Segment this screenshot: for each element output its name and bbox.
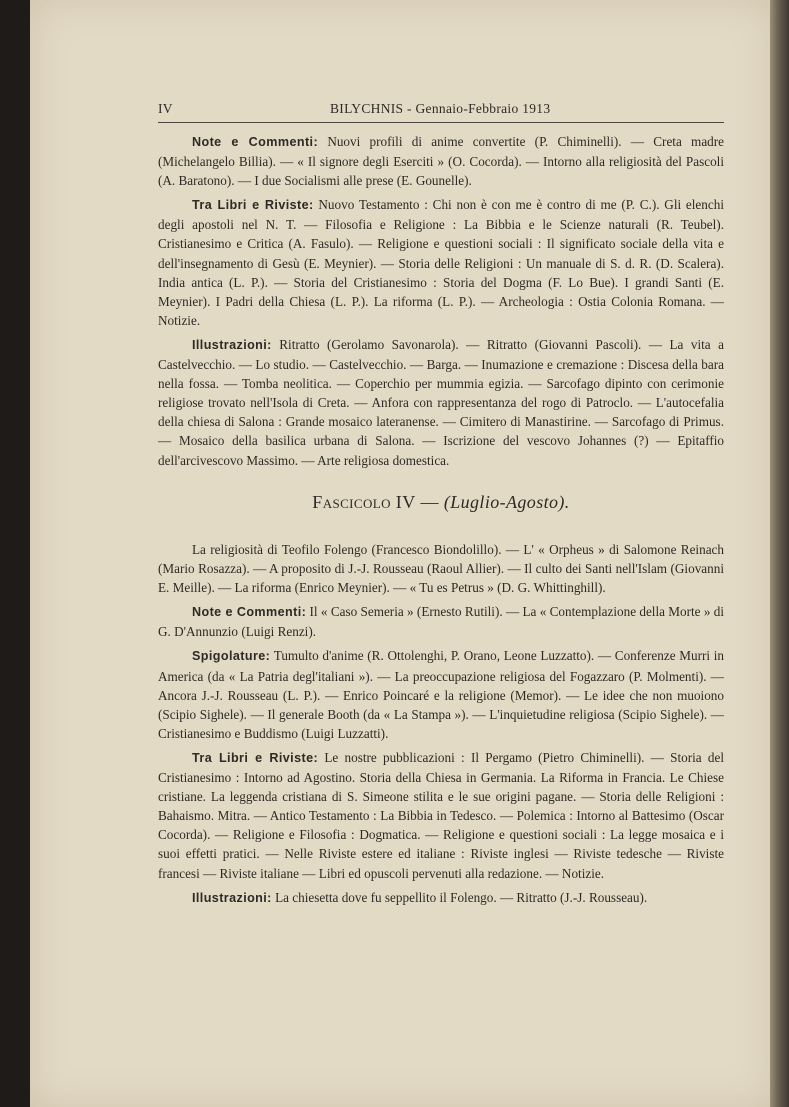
page-fold-shadow bbox=[770, 0, 789, 1107]
section-text: La chiesetta dove fu seppellito il Folengo. — Ritratto (J.-J. Rousseau). bbox=[275, 889, 648, 905]
entry-paragraph bbox=[158, 748, 724, 883]
running-head bbox=[158, 101, 724, 119]
section-text: Le nostre pubblicazioni : Il Pergamo (Pietro Chiminelli). — Storia del Cristianesimo : Intorno ad Agostino. Storia della Chiesa in Germania. La Riforma in Francia. Le Chiese cristiane. La leggenda cristiana di S. Simeone stilita e le sue origini pagane. — Storia delle Religioni : Bahaismo. Mitra. — Antico Testamento : La Bibbia in Tedesco. — Polemica : Intorno al Battesimo (Oscar Cocorda). — Religione e Filosofia : Dogmatica. — Religione e questioni sociali : La legge mosaica e i suoi effetti pratici. — Nelle Riviste estere ed italiane : Riviste inglesi — Riviste tedesche — Riviste francesi — Riviste italiane — Libri ed opuscoli pervenuti alla redazione. — Notizie. bbox=[158, 749, 724, 881]
entry-paragraph bbox=[158, 888, 724, 908]
fascicolo-dash: — bbox=[420, 492, 439, 512]
issue-contents-block bbox=[158, 132, 724, 475]
section-text: Ritratto (Gerolamo Savonarola). — Ritratto (Giovanni Pascoli). — La vita a Castelvecchio. — Lo studio. — Castelvecchio. — Barga. — Inumazione e cremazione : Discesa della bara nella fossa. — Tomba neolitica. — Coperchio per mummia egizia. — Sarcofago dipinto con cerimonie religiose trovato nell'Isola di Creta. — Anfora con rappresentanza del rogo di Patroclo. — L'autocefalia della chiesa di Salona : Grande mosaico lateranense. — Cimitero di Manastirine. — Sarcofago di Primus. — Mosaico della basilica urbana di Salona. — Iscrizione del vescovo Johannes (?) — Epitaffio dell'arcivescovo Massimo. — Arte religiosa domestica. bbox=[158, 336, 724, 468]
entry-paragraph bbox=[158, 540, 724, 597]
section-text: Tumulto d'anime (R. Ottolenghi, P. Orano, Leone Luzzatto). — Conferenze Murri in America (da « La Patria degl'italiani »). — La preoccupazione religiosa del Fogazzaro (P. Molmenti). — Ancora J.-J. Rousseau (L. P.). — Enrico Poincaré e la religione (Memor). — Le idee che non muoiono (Scipio Sighele). — Il generale Booth (da « La Stampa »). — L'inquietudine religiosa (Scipio Sighele). — Cristianesimo e Buddismo (Luigi Luzzatti). bbox=[158, 648, 724, 741]
section-label: Tra Libri e Riviste: bbox=[192, 750, 319, 765]
entry-paragraph bbox=[158, 602, 724, 641]
entry-paragraph bbox=[158, 132, 724, 190]
section-text: Nuovo Testamento : Chi non è con me è contro di me (P. C.). Gli elenchi degli apostoli nel N. T. — Filosofia e Religione : La Bibbia e le Scienze naturali (R. Teubel). Cristianesimo e Critica (A. Fasulo). — Religione e questioni sociali : Il significato sociale della vita e dell'insegnamento di Gesù (E. Meynier). — Storia delle Religioni : Un manuale di S. d. R. (D. Scalera). India antica (L. P.). — Storia del Cristianesimo : Storia del Dogma (F. Lo Bue). I grandi Santi (E. Meynier). I Padri della Chiesa (L. P.). La riforma (L. P.). — Archeologia : Ostia Colonia Romana. — Notizie. bbox=[158, 197, 724, 328]
fascicolo-name: Fascicolo IV bbox=[312, 492, 416, 512]
section-text: Il « Caso Semeria » (Ernesto Rutili). — La « Contemplazione della Morte » di G. D'Annunzio (Luigi Renzi). bbox=[158, 604, 725, 640]
section-label: Spigolature: bbox=[192, 649, 271, 664]
section-label: Tra Libri e Riviste: bbox=[192, 198, 314, 213]
folio-number: IV bbox=[158, 101, 173, 116]
header-rule bbox=[158, 122, 724, 123]
entry-paragraph bbox=[158, 335, 724, 470]
section-label: Note e Commenti: bbox=[192, 605, 307, 620]
entry-paragraph bbox=[158, 195, 724, 330]
entry-paragraph bbox=[158, 646, 724, 742]
section-text: Nuovi profili di anime convertite (P. Chiminelli). — Creta madre (Michelangelo Billia). — « Il signore degli Eserciti » (O. Cocorda). — Intorno alla religiosità del Pascoli (A. Baratono). — I due Socialismi alle prese (E. Gounelle). bbox=[158, 134, 725, 189]
section-label: Note e Commenti: bbox=[192, 135, 319, 149]
section-label: Illustrazioni: bbox=[192, 890, 272, 905]
section-label: Illustrazioni: bbox=[192, 337, 272, 352]
fascicolo-subtitle: (Luglio-Agosto). bbox=[443, 492, 570, 512]
section-text: La religiosità di Teofilo Folengo (Francesco Biondolillo). — L' « Orpheus » di Salomone Reinach (Mario Rosazza). — A proposito di J.-J. Rousseau (Raoul Allier). — Il culto dei Santi nell'Islam (Giovanni E. Meille). — La riforma (Enrico Meynier). — « Tu es Petrus » (D. G. Whittinghill). bbox=[158, 542, 724, 596]
fascicolo-heading bbox=[158, 492, 724, 513]
running-title: BILYCHNIS - Gennaio-Febbraio 1913 bbox=[330, 101, 551, 116]
issue-contents-block bbox=[158, 540, 724, 913]
